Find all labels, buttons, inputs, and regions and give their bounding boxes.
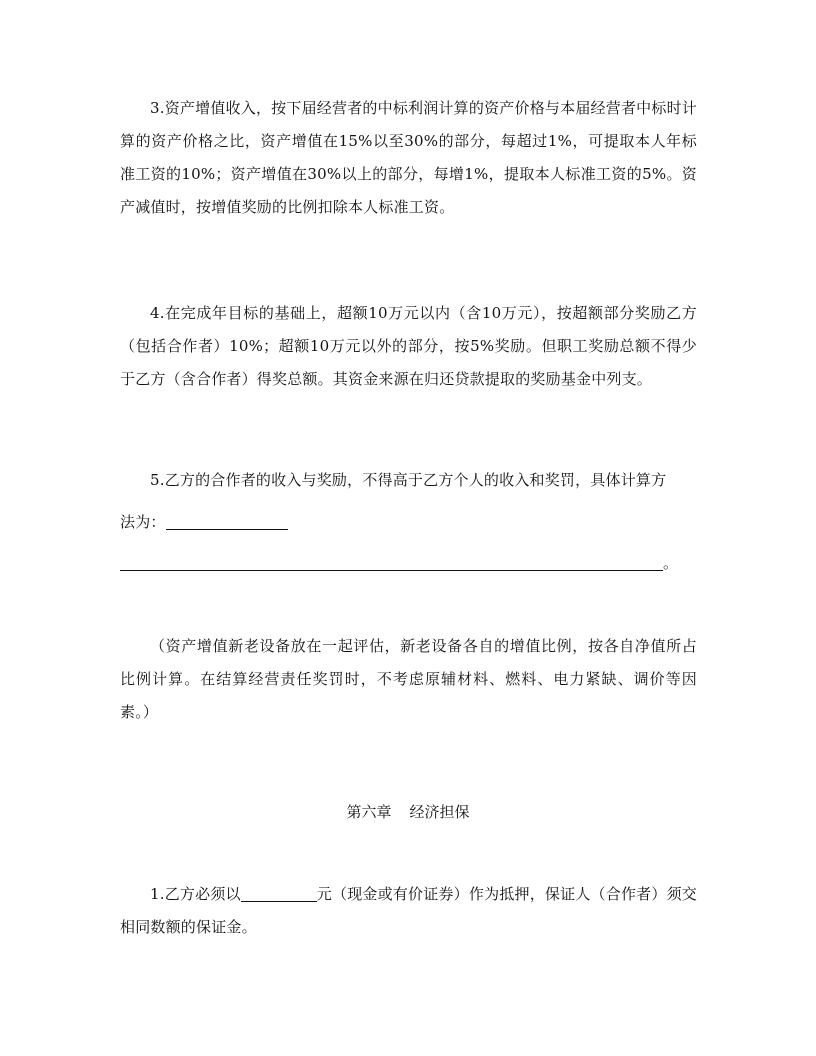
- paragraph-note: （资产增值新老设备放在一起评估，新老设备各自的增值比例，按各自净值所占比例计算。在结算经营责任奖罚时，不考虑原辅材料、燃料、电力紧缺、调价等因素。）: [120, 637, 697, 721]
- deposit-amount-blank[interactable]: [241, 885, 317, 902]
- paragraph-item-5-method: [120, 506, 697, 539]
- paragraph-item-5: [120, 464, 697, 497]
- item-5-text: 5.乙方的合作者的收入与奖励，不得高于乙方个人的收入和奖罚，具体计算方: [150, 471, 667, 489]
- method-blank-line[interactable]: [166, 513, 288, 530]
- method-label: 法为：: [120, 513, 166, 531]
- chapter-title: 经济担保: [409, 803, 470, 821]
- method-full-blank-line[interactable]: [120, 554, 663, 571]
- clause-1-rest: 元（现金或有价证券）作为抵押，保证人（合作者）须交相同数额的保证金。: [120, 885, 697, 936]
- chapter-number: 第六章: [346, 803, 392, 821]
- paragraph-item-4: 4.在完成年目标的基础上，超额10万元以内（含10万元），按超额部分奖励乙方（包括合作者）10%；超额10万元以外的部分，按5%奖励。但职工奖励总额不得少于乙方（含合作者）得奖总额。其资金来源在归还贷款提取的奖励基金中列支。: [120, 304, 697, 388]
- line-end-period: 。: [663, 554, 679, 572]
- paragraph-item-5-line: [120, 547, 697, 580]
- chapter-heading: [0, 800, 816, 824]
- clause-1-lead: 1.乙方必须以: [150, 885, 241, 903]
- paragraph-clause-1: [120, 878, 697, 944]
- paragraph-item-3: 3.资产增值收入，按下届经营者的中标利润计算的资产价格与本届经营者中标时计算的资产价格之比，资产增值在15%以至30%的部分，每超过1%，可提取本人年标准工资的10%；资产增值在30%以上的部分，每增1%，提取本人标准工资的5%。资产减值时，按增值奖励的比例扣除本人标准工资。: [120, 99, 697, 216]
